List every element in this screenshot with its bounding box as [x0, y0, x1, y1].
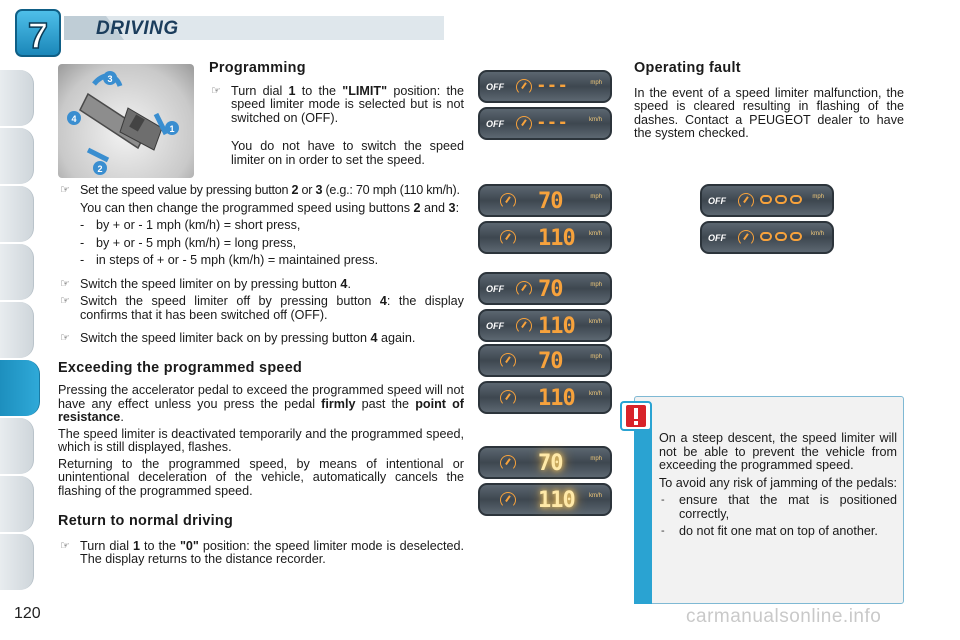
chapter-tab-3[interactable]: [0, 186, 34, 242]
programming-intro: [209, 62, 464, 167]
pointing-hand-icon: ☞: [60, 539, 70, 552]
chapter-tab-9[interactable]: [0, 476, 34, 532]
programming-bullet-1: ☞ Turn dial 1 to the "LIMIT" position: the speed limiter mode is selected but is not switched on (OFF).: [211, 83, 464, 125]
warning-paragraph-1: On a steep descent, the speed limiter will not be able to prevent the vehicle from exceeding the programmed speed.: [659, 431, 897, 472]
programming-note: You do not have to switch the speed limiter on in order to set the speed.: [231, 139, 464, 167]
chapter-tab-4[interactable]: [0, 244, 34, 300]
programming-dash-2: - by + or - 5 mph (km/h) = long press,: [80, 235, 297, 250]
exclamation-warning-icon: [620, 401, 652, 431]
watermark: carmanualsonline.info: [686, 606, 882, 627]
warning-item-2: - do not fit one mat on top of another.: [661, 524, 878, 538]
warning-item-1: - ensure that the mat is positioned correctly,: [661, 493, 897, 521]
programming-steps: [58, 184, 464, 567]
chapter-tab-8[interactable]: [0, 418, 34, 474]
chapter-number: 7: [27, 15, 49, 56]
exceeding-paragraph-1: Pressing the accelerator pedal to exceed the programmed speed will not have any effect unless you press the pedal firmly past the point of resistance.: [58, 383, 464, 424]
stalk-label-1: 1: [169, 124, 175, 134]
programming-bullet-4: ☞ Switch the speed limiter off by pressing button 4: the display confirms that it has been switched off (OFF).: [60, 294, 464, 322]
chapter-tab-7-active[interactable]: [0, 360, 40, 416]
chapter-title: DRIVING: [96, 18, 179, 39]
chapter-tab-10[interactable]: [0, 534, 34, 590]
operating-fault-section: [634, 60, 904, 141]
stalk-label-3: 3: [107, 74, 113, 84]
programming-dash-1: - by + or - 1 mph (km/h) = short press,: [80, 218, 301, 232]
pointing-hand-icon: ☞: [211, 84, 221, 97]
programming-dash-3: - in steps of + or - 5 mph (km/h) = maintained press.: [80, 253, 379, 267]
stalk-label-2: 2: [97, 164, 103, 174]
return-bullet: ☞ Turn dial 1 to the "0" position: the speed limiter mode is deselected. The display returns to the distance recorder.: [60, 538, 465, 566]
control-stalk-illustration: [58, 64, 194, 178]
operating-fault-text: In the event of a speed limiter malfunction, the speed is cleared resulting in flashing of the dashes. Contact a PEUGEOT dealer to have the system checked.: [634, 85, 904, 140]
display-off-speed: OFF 70 mph OFF 110 km/h: [476, 272, 614, 346]
chapter-tab-2[interactable]: [0, 128, 34, 184]
exceeding-paragraph-2: The speed limiter is deactivated temporarily and the programmed speed, which is still displayed, flashes.: [58, 426, 464, 454]
programming-bullet-5: ☞ Switch the speed limiter back on by pressing button 4 again.: [60, 331, 416, 345]
exceeding-heading: Exceeding the programmed speed: [58, 359, 303, 376]
programming-heading: Programming: [209, 60, 306, 76]
operating-fault-heading: Operating fault: [634, 60, 741, 76]
pointing-hand-icon: ☞: [60, 295, 70, 307]
pointing-hand-icon: ☞: [60, 184, 70, 196]
display-fault-flashing-dashes: OFF mph OFF km/h: [698, 184, 836, 258]
programming-change-text: You can then change the programmed speed using buttons 2 and 3:: [80, 200, 460, 215]
pointing-hand-icon: ☞: [60, 332, 70, 344]
programming-bullet-2: ☞ Set the speed value by pressing button 2 or 3 (e.g.: 70 mph (110 km/h).: [60, 183, 460, 197]
warning-stripe: [634, 424, 652, 604]
display-off-dashes: OFF --- mph OFF --- km/h: [476, 70, 614, 144]
exceeding-paragraph-3: Returning to the programmed speed, by means of intentional or unintentional deceleration of the vehicle, automatically cancels the flashing of the programmed speed.: [58, 456, 464, 498]
pointing-hand-icon: ☞: [60, 277, 70, 290]
display-speed-flashing: 70 mph 110 km/h: [476, 446, 614, 520]
stalk-label-4: 4: [71, 114, 77, 124]
return-heading: Return to normal driving: [58, 513, 234, 529]
display-speed-on-again: 70 mph 110 km/h: [476, 344, 614, 418]
chapter-tab-1[interactable]: [0, 70, 34, 126]
page-number: 120: [14, 605, 41, 622]
display-speed-set: 70 mph 110 km/h: [476, 184, 614, 258]
programming-bullet-3: ☞ Switch the speed limiter on by pressing button 4.: [60, 276, 351, 291]
warning-paragraph-2: To avoid any risk of jamming of the pedals:: [659, 475, 898, 490]
chapter-tab-5[interactable]: [0, 302, 34, 358]
warning-text: [659, 432, 897, 539]
